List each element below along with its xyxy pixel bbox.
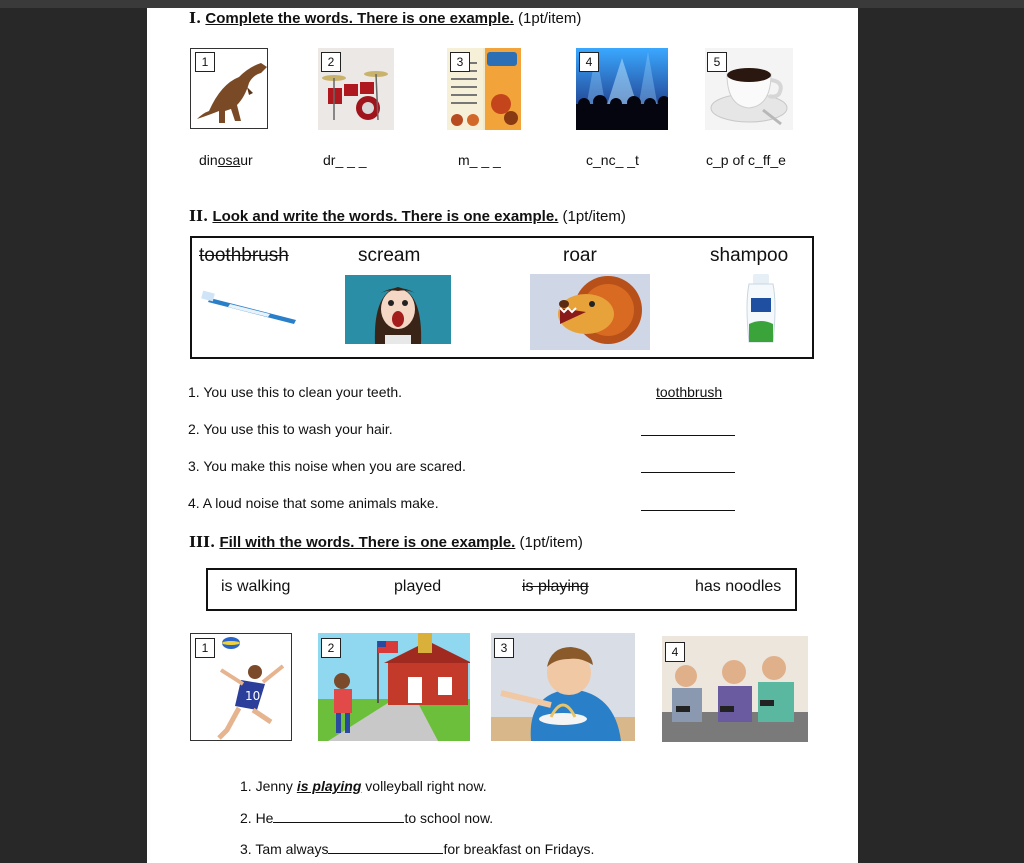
section-2-number: II. (189, 207, 209, 225)
item-3-number-box: 3 (450, 52, 470, 72)
question-2-answer-line[interactable] (641, 435, 735, 436)
item-1-word-start: din (199, 152, 218, 168)
worksheet-page (147, 8, 858, 863)
verb-word-bank (206, 568, 797, 611)
shampoo-bottle-picture (743, 274, 779, 344)
fill-sentence-3-blank[interactable] (328, 840, 443, 854)
fill-sentence-1 (240, 778, 487, 794)
fill-sentence-1-start: 1. Jenny (240, 778, 297, 794)
section-2-title: Look and write the words. There is one example. (212, 208, 559, 225)
item-5-word: c_p of c_ff_e (706, 152, 786, 168)
fill-sentence-2-end: to school now. (404, 810, 494, 826)
item-2-number-box: 2 (321, 52, 341, 72)
screaming-girl-picture (345, 275, 451, 344)
question-3-text: 3. You make this noise when you are scared. (188, 458, 466, 474)
question-4-answer-line[interactable] (641, 510, 735, 511)
section-1-points: (1pt/item) (518, 10, 582, 27)
item-1-word (199, 152, 253, 168)
toothbrush-picture (200, 288, 302, 328)
fill-sentence-1-end: volleyball right now. (361, 778, 487, 794)
picture-2-number-box: 2 (321, 638, 341, 658)
bank-phrase-is-walking: is walking (221, 578, 291, 595)
item-1-number-box: 1 (195, 52, 215, 72)
fill-sentence-3-start: 3. Tam always (240, 841, 329, 857)
bank-phrase-played: played (394, 578, 442, 595)
item-4-word: c_nc_ _t (586, 152, 639, 168)
bank-phrase-is-playing: is playing (522, 578, 589, 595)
bank-word-shampoo: shampoo (710, 245, 789, 266)
bank-word-roar: roar (563, 245, 597, 266)
item-3-word: m_ _ _ (458, 152, 501, 168)
section-3-title: Fill with the words. There is one example. (219, 534, 516, 551)
bank-phrase-has-noodles: has noodles (695, 578, 782, 595)
fill-sentence-1-answer: is playing (296, 778, 362, 794)
picture-4-number-box: 4 (665, 642, 685, 662)
question-4-text: 4. A loud noise that some animals make. (188, 495, 439, 511)
fill-sentence-3-end: for breakfast on Fridays. (443, 841, 595, 857)
svg-text:10: 10 (245, 689, 261, 703)
picture-3-number-box: 3 (494, 638, 514, 658)
item-4-number-box: 4 (579, 52, 599, 72)
fill-sentence-2-blank[interactable] (273, 809, 404, 823)
fill-sentence-3 (240, 840, 594, 857)
question-1-answer: toothbrush (656, 384, 723, 400)
item-1-word-end: ur (240, 152, 253, 168)
viewer-top-bar (0, 0, 1024, 8)
word-bank-with-pictures (190, 236, 814, 359)
item-2-word: dr_ _ _ (323, 152, 367, 168)
question-3-answer-line[interactable] (641, 472, 735, 473)
roaring-lion-picture (530, 274, 650, 350)
fill-sentence-2-start: 2. He (240, 810, 274, 826)
bank-word-toothbrush: toothbrush (199, 245, 289, 266)
fill-sentence-2 (240, 809, 493, 826)
section-1-heading (189, 9, 581, 27)
section-2-points: (1pt/item) (562, 208, 626, 225)
item-5-number-box: 5 (707, 52, 727, 72)
section-1-number: I. (189, 9, 202, 27)
question-1-text: 1. You use this to clean your teeth. (188, 384, 403, 400)
picture-1-number-box: 1 (195, 638, 215, 658)
section-3-heading (189, 533, 583, 551)
item-1-word-filled-letters: osa (217, 152, 241, 168)
section-3-points: (1pt/item) (519, 534, 583, 551)
bank-word-scream: scream (358, 245, 421, 266)
section-3-number: III. (189, 533, 216, 551)
section-1-title: Complete the words. There is one example. (205, 10, 514, 27)
question-2-text: 2. You use this to wash your hair. (188, 421, 393, 437)
section-2-heading (189, 207, 626, 225)
